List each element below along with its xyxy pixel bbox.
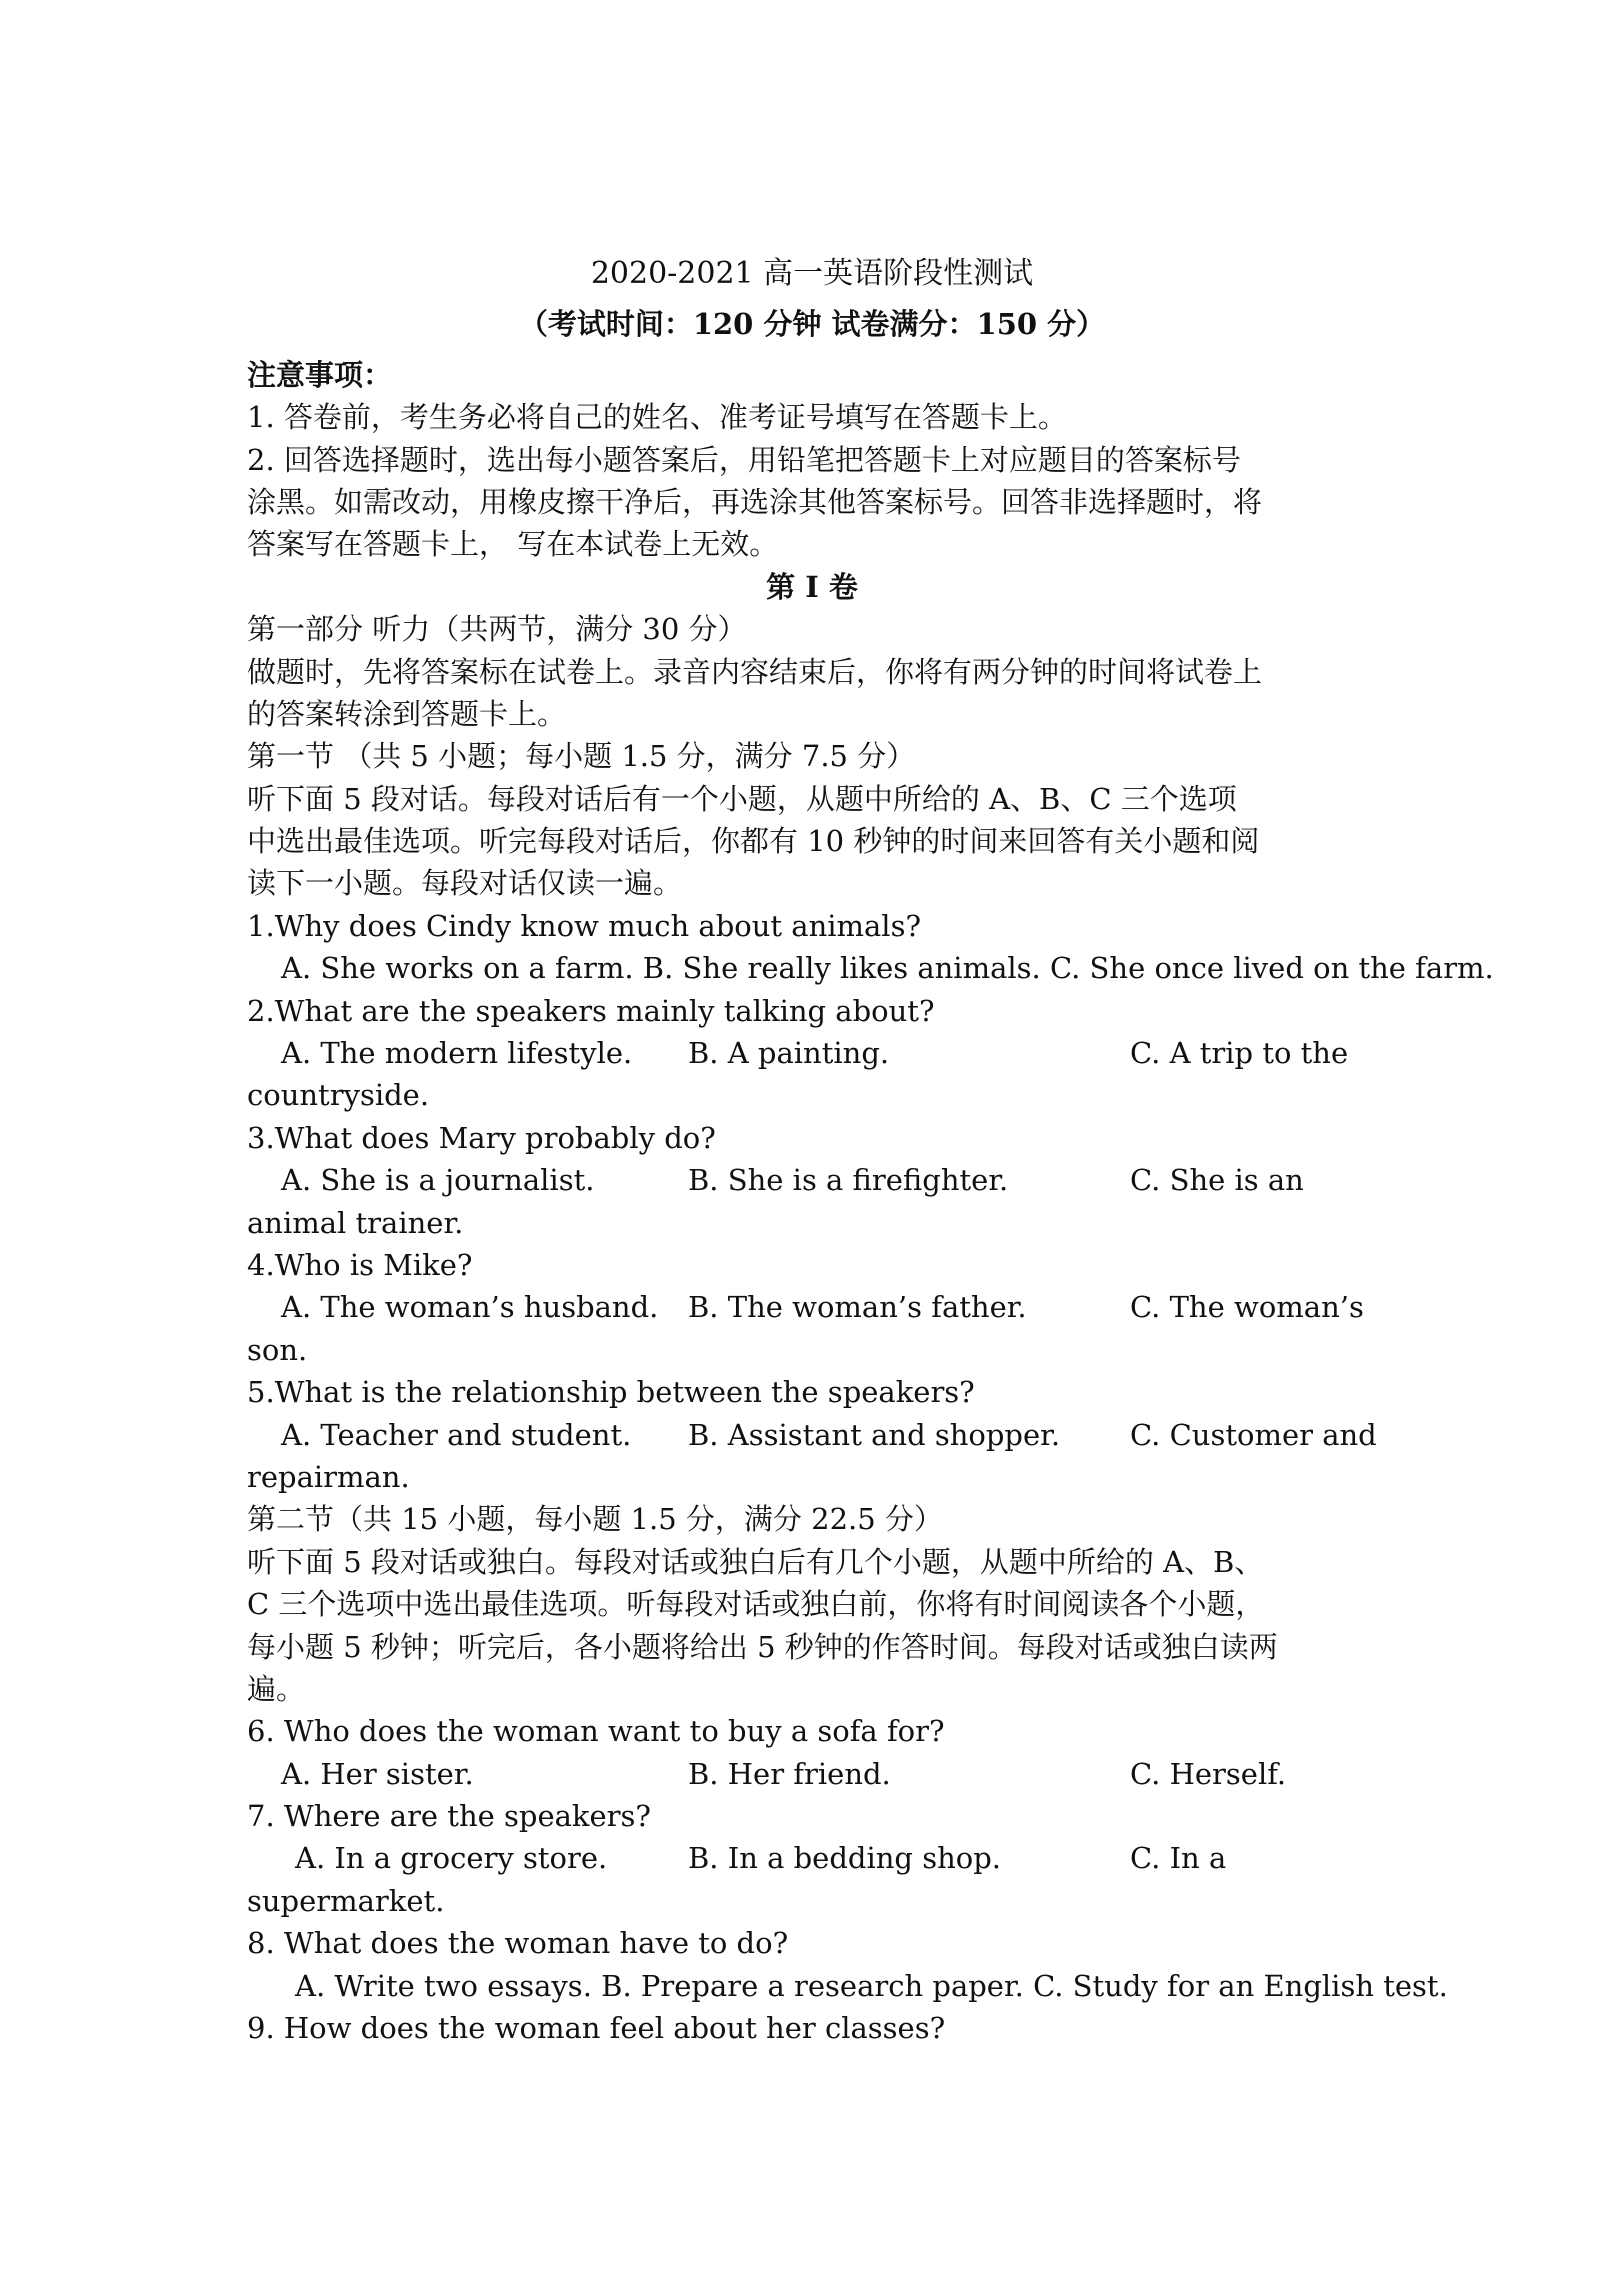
option-c-continued: repairman. xyxy=(247,1459,410,1494)
option-c: C. The woman’s xyxy=(1130,1290,1364,1325)
option-c: C. She is an xyxy=(1130,1163,1304,1198)
question-1-options: A. She works on a farm. B. She really likes animals. C. She once lived on the farm. xyxy=(281,951,1494,986)
option-a: A. Teacher and student. xyxy=(281,1417,632,1452)
option-c-continued: animal trainer. xyxy=(247,1205,464,1240)
option-a: A. The modern lifestyle. xyxy=(281,1036,633,1071)
section2-intro: 每小题 5 秒钟；听完后，各小题将给出 5 秒钟的作答时间。每段对话或独白读两 xyxy=(247,1629,1278,1664)
question-2: 2.What are the speakers mainly talking about? xyxy=(247,993,935,1028)
section1-intro: 听下面 5 段对话。每段对话后有一个小题，从题中所给的 A、B、C 三个选项 xyxy=(247,781,1237,816)
question-2-options xyxy=(247,1032,1377,1074)
section2-intro: C 三个选项中选出最佳选项。听每段对话或独白前，你将有时间阅读各个小题， xyxy=(247,1587,1265,1622)
question-4-options xyxy=(247,1286,1377,1328)
option-c: C. A trip to the xyxy=(1130,1036,1349,1071)
option-b: B. The woman’s father. xyxy=(688,1290,1027,1325)
notes-line: 1. 答卷前，考生务必将自己的姓名、准考证号填写在答题卡上。 xyxy=(247,400,1067,435)
option-b: B. She is a firefighter. xyxy=(688,1163,1009,1198)
option-a: A. Her sister. xyxy=(281,1756,474,1791)
question-3: 3.What does Mary probably do? xyxy=(247,1120,716,1155)
question-3-options xyxy=(247,1159,1377,1201)
section2-intro: 遍。 xyxy=(247,1671,306,1706)
notes-line: 2. 回答选择题时，选出每小题答案后，用铅笔把答题卡上对应题目的答案标号 xyxy=(247,442,1241,477)
option-c-continued: supermarket. xyxy=(247,1883,445,1918)
question-1: 1.Why does Cindy know much about animals? xyxy=(247,908,922,943)
option-c-continued: son. xyxy=(247,1332,308,1367)
question-9: 9. How does the woman feel about her classes? xyxy=(247,2011,946,2046)
option-c: C. In a xyxy=(1130,1841,1227,1876)
question-7-options xyxy=(247,1837,1377,1879)
question-7: 7. Where are the speakers? xyxy=(247,1799,651,1834)
section2-heading: 第二节（共 15 小题，每小题 1.5 分，满分 22.5 分） xyxy=(247,1502,943,1537)
option-c: C. Herself. xyxy=(1130,1756,1287,1791)
question-5: 5.What is the relationship between the speakers? xyxy=(247,1375,975,1410)
question-8: 8. What does the woman have to do? xyxy=(247,1926,789,1961)
part1-intro: 的答案转涂到答题卡上。 xyxy=(247,696,567,731)
option-b: B. Assistant and shopper. xyxy=(688,1417,1061,1452)
part1-heading: 第一部分 听力（共两节，满分 30 分） xyxy=(247,612,747,647)
volume-title: 第 I 卷 xyxy=(766,569,858,604)
notes-line: 涂黑。如需改动，用橡皮擦干净后，再选涂其他答案标号。回答非选择题时，将 xyxy=(247,484,1263,519)
option-b: B. A painting. xyxy=(688,1036,890,1071)
question-6-options xyxy=(247,1753,1377,1795)
section1-heading: 第一节 （共 5 小题；每小题 1.5 分，满分 7.5 分） xyxy=(247,739,916,774)
option-b: B. Her friend. xyxy=(688,1756,891,1791)
section2-intro: 听下面 5 段对话或独白。每段对话或独白后有几个小题，从题中所给的 A、B、 xyxy=(247,1544,1264,1579)
option-c: C. Customer and xyxy=(1130,1417,1377,1452)
notes-heading: 注意事项： xyxy=(247,357,393,392)
notes-line: 答案写在答题卡上， 写在本试卷上无效。 xyxy=(247,527,779,562)
exam-page xyxy=(247,253,1494,2049)
exam-title: 2020-2021 高一英语阶段性测试 xyxy=(590,256,1034,291)
question-8-options: A. Write two essays. B. Prepare a research paper. C. Study for an English test. xyxy=(295,1968,1448,2003)
question-5-options xyxy=(247,1414,1377,1456)
part1-intro: 做题时，先将答案标在试卷上。录音内容结束后，你将有两分钟的时间将试卷上 xyxy=(247,654,1263,689)
option-a: A. In a grocery store. xyxy=(295,1841,608,1876)
section1-intro: 读下一小题。每段对话仅读一遍。 xyxy=(247,866,683,901)
option-a: A. She is a journalist. xyxy=(281,1163,595,1198)
question-4: 4.Who is Mike? xyxy=(247,1247,473,1282)
exam-info: （考试时间：120 分钟 试卷满分：150 分） xyxy=(518,307,1106,342)
question-6: 6. Who does the woman want to buy a sofa for? xyxy=(247,1714,945,1749)
section1-intro: 中选出最佳选项。听完每段对话后，你都有 10 秒钟的时间来回答有关小题和阅 xyxy=(247,824,1260,859)
option-b: B. In a bedding shop. xyxy=(688,1841,1001,1876)
option-c-continued: countryside. xyxy=(247,1078,430,1113)
option-a: A. The woman’s husband. xyxy=(281,1290,659,1325)
